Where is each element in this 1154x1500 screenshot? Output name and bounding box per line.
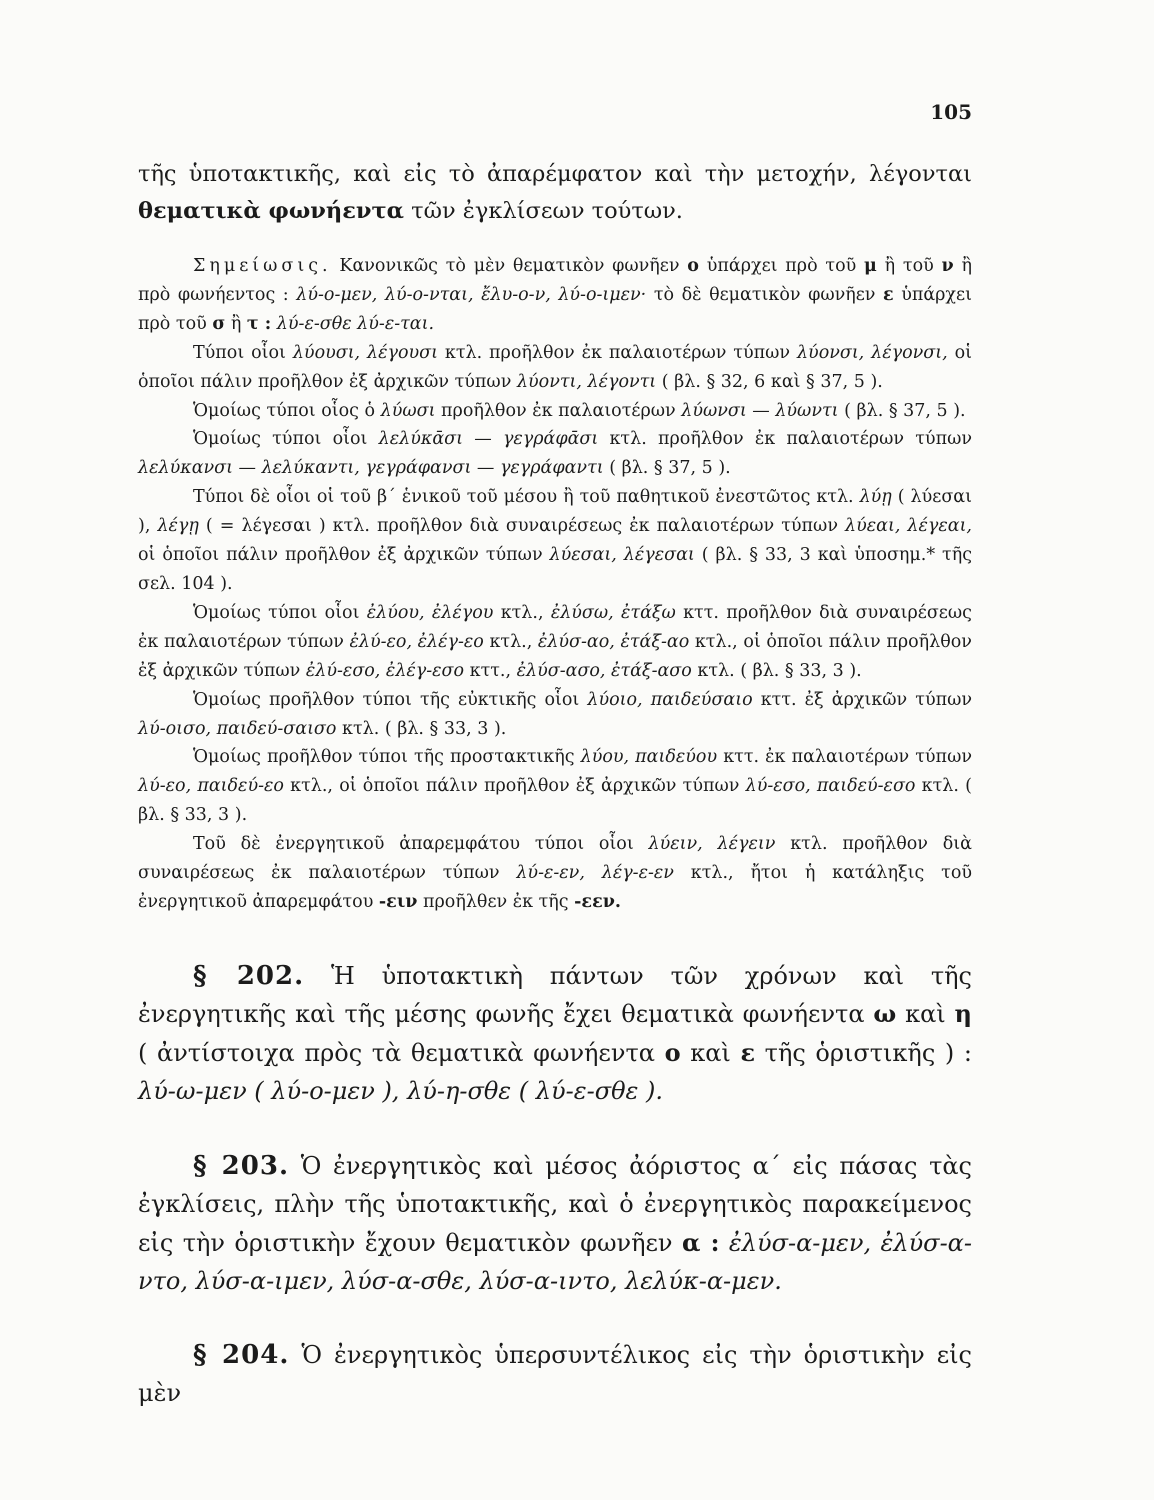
note-text: οἱ ὁποῖοι πάλιν προῆλθον ἐξ ἀρχικῶν τύπων xyxy=(138,545,543,566)
section-text: Ὁ ἐνεργητικὸς ὑπερσυντέλικος εἰς τὴν ὁριστικὴν εἰς μὲν xyxy=(138,1340,972,1408)
section-number: § 202. xyxy=(193,960,305,991)
note-paragraph-7 xyxy=(138,686,972,744)
page-body xyxy=(138,156,972,1413)
vowel-letter: ο xyxy=(687,256,699,276)
note-paragraph-6 xyxy=(138,599,972,686)
note-paragraph-3 xyxy=(138,397,972,426)
note-text: οἱ ὁποῖοι πάλιν προῆλθον ἐξ ἀρχικῶν τύπων xyxy=(138,342,972,392)
example-forms: λύουσι, λέγουσι xyxy=(292,342,438,363)
note-text: προῆλθον ἐκ παλαιοτέρων xyxy=(441,400,676,421)
example-forms: λύεαι, λέγεαι, xyxy=(845,516,972,537)
note-text: κτλ. προῆλθον ἐκ παλαιοτέρων τύπων xyxy=(444,342,791,363)
note-text: Τύποι δὲ οἷοι οἱ τοῦ β΄ ἑνικοῦ τοῦ μέσου ἢ τοῦ παθητικοῦ ἐνεστῶτος κτλ. xyxy=(193,487,854,508)
example-forms: λύ-οισο, παιδεύ-σαισο xyxy=(138,718,337,739)
note-text: ὑπάρχει πρὸ τοῦ xyxy=(138,284,972,334)
section-number: § 203. xyxy=(193,1150,290,1181)
example-forms: λύ-εσο, παιδεύ-εσο xyxy=(745,776,916,797)
note-text: ( βλ. § 33, 3 καὶ ὑποσημ.* τῆς σελ. 104 ). xyxy=(138,545,972,594)
page-number: 105 xyxy=(930,100,972,124)
section-text: Ἡ ὑποτακτικὴ πάντων τῶν χρόνων καὶ τῆς ἐνεργητικῆς καὶ τῆς μέσης φωνῆς ἔχει θεματικὰ φωνήεντα xyxy=(138,961,972,1029)
example-forms: λύ-εο, παιδεύ-εο xyxy=(138,776,284,797)
example-forms: λελύκᾱσι — γεγράφᾱσι xyxy=(378,429,599,450)
note-heading: Σημείωσις. xyxy=(193,256,332,276)
note-text: κτλ., xyxy=(500,602,544,623)
note-text: ( βλ. § 32, 6 καὶ § 37, 5 ). xyxy=(661,371,883,392)
note-text: Ὁμοίως τύποι οἷοι xyxy=(193,429,368,450)
note-text: ( βλ. § 37, 5 ). xyxy=(844,400,966,421)
note-text: κτλ. προῆλθον διὰ συναιρέσεως ἐκ παλαιοτέρων τύπων xyxy=(138,834,972,884)
example-forms: λύεσαι, λέγεσαι xyxy=(549,545,695,566)
note-block xyxy=(138,252,972,917)
note-text: Ὁμοίως προῆλθον τύποι τῆς εὐκτικῆς οἷοι xyxy=(193,689,580,710)
section-text: καὶ xyxy=(905,1000,946,1029)
example-forms: ἐλύ-εο, ἐλέγ-εο xyxy=(349,631,484,652)
intro-text: τῆς ὑποτακτικῆς, καὶ εἰς τὸ ἀπαρέμφατον καὶ τὴν μετοχήν, λέγονται xyxy=(138,161,972,187)
example-forms: λύονσι, λέγονσι, xyxy=(796,342,948,363)
note-paragraph-9 xyxy=(138,830,972,917)
section-number: § 204. xyxy=(193,1339,290,1370)
example-forms: ἐλύσ-ασο, ἐτάξ-ασο xyxy=(516,660,692,681)
vowel-letter: ω xyxy=(873,999,897,1029)
section-202 xyxy=(138,957,972,1111)
example-forms: ἐλύ-εσο, ἐλέγ-εσο xyxy=(305,660,465,681)
example-forms: λύοντι, λέγοντι xyxy=(516,371,657,392)
vowel-letter: α : xyxy=(681,1227,720,1257)
example-forms: ἐλύσω, ἐτάξω xyxy=(550,602,676,623)
intro-paragraph xyxy=(138,156,972,230)
note-paragraph-8 xyxy=(138,743,972,830)
note-text: Ὁμοίως τύποι οἷος ὁ xyxy=(193,400,376,421)
example-forms: λύου, παιδεύου xyxy=(580,747,718,768)
note-text: Τύποι οἷοι xyxy=(193,342,286,363)
section-text: Ὁ ἐνεργητικὸς καὶ μέσος ἀόριστος α΄ εἰς πάσας τὰς ἐγκλίσεις, πλὴν τῆς ὑποτακτικῆς, καὶ ὁ ἐνεργητικὸς παρακείμενος εἰς τὴν ὁριστικὴν ἔχουν θεματικὸν φωνῆεν xyxy=(138,1151,972,1257)
note-text: κτλ., xyxy=(489,631,533,652)
note-text: Τοῦ δὲ ἐνεργητικοῦ ἀπαρεμφάτου τύποι οἷοι xyxy=(193,834,634,855)
example-forms: λέγῃ xyxy=(157,516,199,537)
note-text: κττ. ἐξ ἀρχικῶν τύπων xyxy=(760,689,972,710)
vowel-letter: ε xyxy=(882,284,894,305)
note-paragraph-5 xyxy=(138,483,972,599)
note-text: Ὁμοίως τύποι οἷοι xyxy=(193,602,360,623)
vowel-letter: ε xyxy=(740,1037,756,1067)
example-forms: λύωνσι — λύωντι xyxy=(681,400,839,421)
example-forms: ἐλύου, ἐλέγου xyxy=(366,602,494,623)
example-forms: ἐλύσ-α-μεν, ἐλύσ-α-ντο, λύσ-α-ιμεν, λύσ-α-σθε, λύσ-α-ιντο, λελύκ-α-μεν. xyxy=(138,1228,972,1296)
note-text: ἢ xyxy=(230,313,242,334)
note-text: κτλ. ( βλ. § 33, 3 ). xyxy=(697,660,862,681)
note-text: Ὁμοίως προῆλθον τύποι τῆς προστακτικῆς xyxy=(193,747,575,768)
note-text: ( = λέγεσαι ) κτλ. προῆλθον διὰ συναιρέσεως ἐκ παλαιοτέρων τύπων xyxy=(205,516,838,537)
section-text: ( ἀντίστοιχα πρὸς τὰ θεματικὰ φωνήεντα xyxy=(138,1038,655,1067)
note-text: τὸ δὲ θεματικὸν φωνῆεν xyxy=(653,284,876,305)
note-text: κττ., xyxy=(469,660,512,681)
ending-form: -εεν. xyxy=(574,891,621,912)
intro-text-end: τῶν ἐγκλίσεων τούτων. xyxy=(411,198,683,224)
example-forms: λύοιο, παιδεύσαιο xyxy=(587,689,753,710)
note-text: κττ. ἐκ παλαιοτέρων τύπων xyxy=(723,747,972,768)
note-text: κτλ., οἱ ὁποῖοι πάλιν προῆλθον ἐξ ἀρχικῶν τύπων xyxy=(138,631,972,681)
section-203 xyxy=(138,1147,972,1301)
note-text: ( λύεσαι ), xyxy=(138,487,972,537)
example-forms: λύωσι xyxy=(380,400,436,421)
intro-term: θεματικὰ φωνήεντα xyxy=(138,198,405,224)
note-paragraph-4 xyxy=(138,425,972,483)
example-forms: λύῃ xyxy=(859,487,892,508)
note-text: κτλ. ( βλ. § 33, 3 ). xyxy=(342,718,507,739)
example-forms: λύ-ε-εν, λέγ-ε-εν xyxy=(516,863,674,884)
ending-form: -ειν xyxy=(378,891,418,912)
example-forms: ἐλύσ-αο, ἐτάξ-αο xyxy=(537,631,690,652)
vowel-letter: ο xyxy=(664,1037,681,1067)
note-text: ( βλ. § 37, 5 ). xyxy=(609,458,731,479)
note-text: κτλ., οἱ ὁποῖοι πάλιν προῆλθον ἐξ ἀρχικῶν τύπων xyxy=(290,776,740,797)
vowel-letter: η xyxy=(954,999,972,1029)
note-paragraph-1 xyxy=(138,252,972,339)
note-text: ἢ πρὸ φωνήεντος : xyxy=(138,256,972,305)
example-forms: λύειν, λέγειν xyxy=(648,834,776,855)
note-text: ὑπάρχει πρὸ τοῦ xyxy=(706,256,857,276)
note-paragraph-2 xyxy=(138,339,972,397)
note-text: κτλ., ἤτοι ἡ κατάληξις τοῦ ἐνεργητικοῦ ἀπαρεμφάτου xyxy=(138,863,972,912)
note-text: κττ. προῆλθον διὰ συναιρέσεως ἐκ παλαιοτέρων τύπων xyxy=(138,602,972,652)
consonant-letter: μ xyxy=(864,256,877,276)
example-forms: λελύκανσι — λελύκαντι, γεγράφανσι — γεγράφαντι xyxy=(138,458,604,479)
note-text: Κανονικῶς τὸ μὲν θεματικὸν φωνῆεν xyxy=(339,256,680,276)
example-forms: λύ-ο-μεν, λύ-ο-νται, ἔλυ-ο-ν, λύ-ο-ιμεν· xyxy=(296,284,647,305)
note-text: ἢ τοῦ xyxy=(884,256,934,276)
consonant-letter: τ : xyxy=(246,313,272,334)
consonant-letter: σ xyxy=(212,313,226,334)
section-204 xyxy=(138,1336,972,1413)
note-text: κτλ. ( βλ. § 33, 3 ). xyxy=(138,776,972,826)
note-text: προῆλθεν ἐκ τῆς xyxy=(423,891,569,912)
example-forms: λύ-ω-μεν ( λύ-ο-μεν ), λύ-η-σθε ( λύ-ε-σθε ). xyxy=(138,1077,664,1106)
note-text: κτλ. προῆλθον ἐκ παλαιοτέρων τύπων xyxy=(609,429,972,450)
example-forms: λύ-ε-σθε λύ-ε-ται. xyxy=(276,313,435,334)
section-text: καὶ xyxy=(690,1038,731,1067)
consonant-letter: ν xyxy=(941,256,954,276)
section-text: τῆς ὁριστικῆς ) : xyxy=(764,1038,972,1067)
